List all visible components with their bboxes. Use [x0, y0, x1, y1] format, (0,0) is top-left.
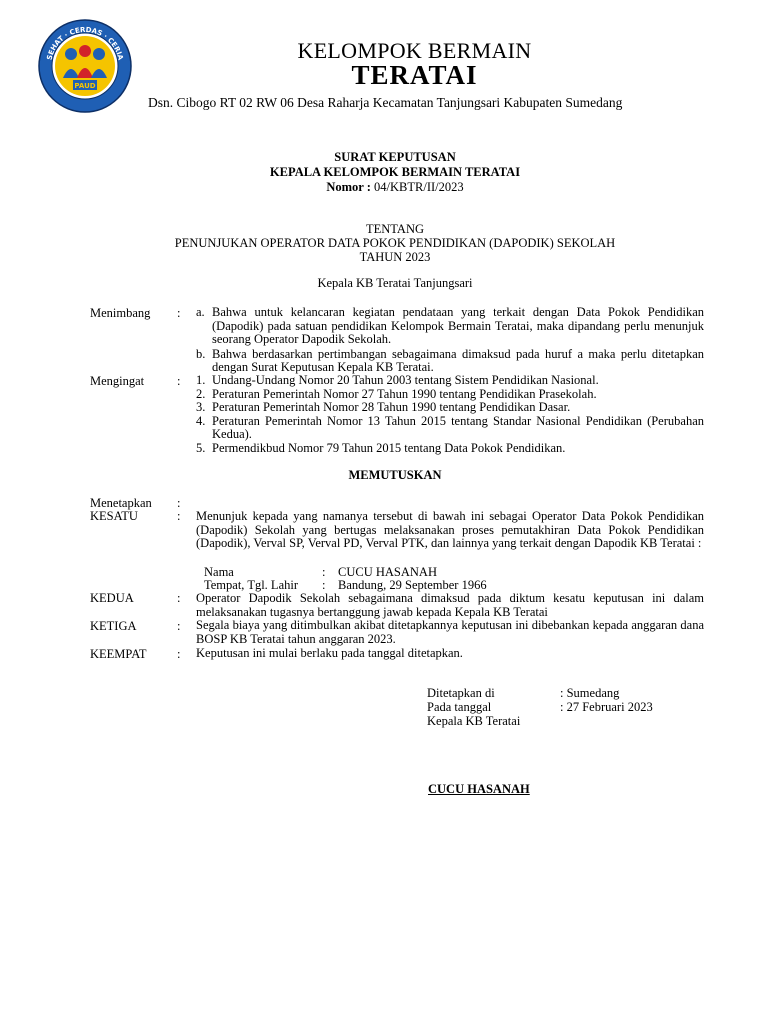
keempat-label: KEEMPAT: [90, 647, 147, 661]
kesatu-text: Menunjuk kepada yang namanya tersebut di bawah ini sebagai Operator Data Pokok Pendidikan (Dapodik) Sekolah yang bertugas melaksanakan proses pemutakhiran Data Pokok Pendidikan (Dapodik), Verval SP, Verval PD, Verval PTK, dan lainnya yang terkait dengan Dapodik KB Teratai :: [196, 509, 704, 550]
subject-tentang: TENTANG: [365, 222, 424, 236]
menetapkan-colon: :: [177, 496, 181, 510]
list-item: 5. Permendikbud Nomor 79 Tahun 2015 tentang Data Pokok Pendidikan.: [196, 440, 566, 455]
org-address: Dsn. Cibogo RT 02 RW 06 Desa Raharja Kecamatan Tanjungsari Kabupaten Sumedang: [148, 95, 623, 110]
list-item: b. Bahwa berdasarkan pertimbangan sebagaimana dimaksud pada huruf a maka perlu ditetapkan dengan Surat Keputusan Kepala KB Teratai.: [196, 346, 704, 374]
kedua-colon: :: [177, 591, 181, 605]
kedua-text: Operator Dapodik Sekolah sebagaimana dimaksud pada diktum kesatu keputusan ini dalam melaksanakan tugasnya bertanggung jawab kepada Kepala KB Teratai: [196, 591, 704, 619]
keempat-text: Keputusan ini mulai berlaku pada tanggal ditetapkan.: [196, 646, 463, 660]
title-surat-keputusan: SURAT KEPUTUSAN: [334, 150, 456, 164]
memutuskan-heading: MEMUTUSKAN: [348, 468, 442, 482]
ttl-colon: :: [322, 578, 326, 592]
list-item: a. Bahwa untuk kelancaran kegiatan pendataan yang terkait dengan Data Pokok Pendidikan (Dapodik) pada satuan pendidikan Kelompok Bermain Teratai, maka dipandang perlu menunjuk seorang Operator Dapodik Sekolah.: [196, 305, 704, 346]
signer-name: CUCU HASANAH: [428, 782, 530, 796]
tanggal-label: Pada tanggal: [427, 700, 492, 714]
list-item: 4. Peraturan Pemerintah Nomor 13 Tahun 2015 tentang Standar Nasional Pendidikan (Perubahan Kedua).: [196, 413, 704, 441]
list-item: 1. Undang-Undang Nomor 20 Tahun 2003 tentang Sistem Pendidikan Nasional.: [196, 373, 599, 387]
kesatu-label: KESATU: [90, 509, 138, 523]
ketiga-text: Segala biaya yang ditimbulkan akibat ditetapkannya keputusan ini dibebankan kepada anggaran dana BOSP KB Teratai tahun anggaran 2023.: [196, 618, 704, 646]
keempat-colon: :: [177, 647, 181, 661]
tanggal-value: : 27 Februari 2023: [560, 700, 653, 714]
title-nomor: [0, 180, 768, 195]
ditetapkan-label: Ditetapkan di: [427, 686, 495, 700]
ttl-label: Tempat, Tgl. Lahir: [204, 578, 299, 592]
logo-paud-text: PAUD: [74, 82, 96, 90]
ditetapkan-value: : Sumedang: [560, 686, 620, 700]
nama-colon: :: [322, 565, 326, 579]
org-name-line1: KELOMPOK BERMAIN: [297, 38, 532, 63]
nomor-label: Nomor :: [326, 180, 371, 194]
kesatu-colon: :: [177, 509, 181, 523]
menetapkan-label: Menetapkan: [90, 496, 152, 510]
subject-year: TAHUN 2023: [359, 250, 431, 264]
menimbang-colon: :: [177, 306, 181, 320]
mengingat-list: [196, 374, 704, 455]
signer-position: Kepala KB Teratai: [427, 714, 521, 728]
nama-value: CUCU HASANAH: [338, 565, 437, 579]
list-item: 2. Peraturan Pemerintah Nomor 27 Tahun 1990 tentang Pendidikan Prasekolah.: [196, 386, 597, 401]
kedua-label: KEDUA: [90, 591, 134, 605]
menimbang-label: Menimbang: [90, 306, 151, 320]
mengingat-label: Mengingat: [90, 374, 145, 388]
ketiga-label: KETIGA: [90, 619, 137, 633]
menimbang-list: [196, 306, 704, 375]
nama-label: Nama: [204, 565, 234, 579]
ketiga-colon: :: [177, 619, 181, 633]
nomor-value: 04/KBTR/II/2023: [374, 180, 464, 194]
mengingat-colon: :: [177, 374, 181, 388]
subject-issuer: Kepala KB Teratai Tanjungsari: [317, 276, 473, 290]
org-name-line2: TERATAI: [351, 60, 478, 90]
title-kepala: KEPALA KELOMPOK BERMAIN TERATAI: [269, 165, 521, 179]
logo-motto-text: SEHAT · CERDAS · CERIA: [45, 25, 125, 61]
subject-title: PENUNJUKAN OPERATOR DATA POKOK PENDIDIKAN (DAPODIK) SEKOLAH: [174, 236, 616, 250]
list-item: 3. Peraturan Pemerintah Nomor 28 Tahun 1990 tentang Pendidikan Dasar.: [196, 400, 571, 414]
ttl-value: Bandung, 29 September 1966: [338, 578, 487, 592]
